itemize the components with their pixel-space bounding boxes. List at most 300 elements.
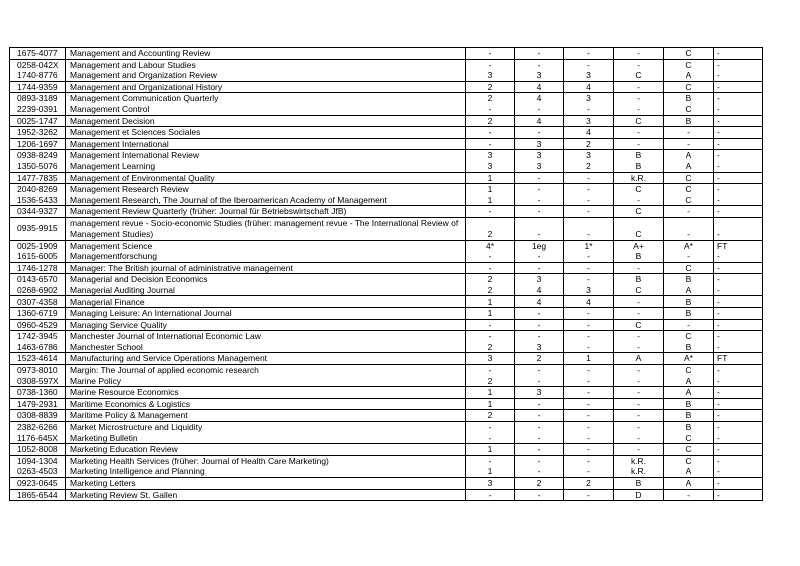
- rating-cell: 4: [515, 296, 564, 308]
- ft-indicator-cell: -: [714, 308, 763, 320]
- rating-cell: -: [515, 104, 564, 115]
- rating-cell: -: [614, 59, 664, 70]
- rating-cell: -: [614, 296, 664, 308]
- rating-cell: 4: [564, 296, 614, 308]
- journal-name-cell: Marine Policy: [66, 376, 466, 387]
- rating-cell: -: [614, 410, 664, 422]
- rating-cell: 3: [466, 70, 515, 81]
- journal-name-cell: Marketing Education Review: [66, 444, 466, 456]
- rating-cell: A: [664, 477, 714, 489]
- rating-cell: 1*: [564, 240, 614, 251]
- journal-name-cell: Management Control: [66, 104, 466, 115]
- rating-cell: -: [466, 455, 515, 466]
- issn-cell: 1523-4614: [10, 353, 66, 365]
- rating-cell: C: [614, 184, 664, 195]
- ft-indicator-cell: -: [714, 444, 763, 456]
- rating-cell: C: [614, 319, 664, 331]
- rating-cell: 2: [466, 93, 515, 104]
- journal-name-cell: Managerial Finance: [66, 296, 466, 308]
- rating-cell: 2: [466, 285, 515, 296]
- rating-cell: 2: [515, 353, 564, 365]
- rating-cell: 1: [466, 466, 515, 477]
- rating-cell: B: [614, 477, 664, 489]
- table-row: [10, 93, 763, 104]
- table-row: [10, 387, 763, 399]
- rating-cell: 2: [564, 477, 614, 489]
- rating-cell: 2: [466, 217, 515, 240]
- rating-cell: -: [614, 365, 664, 376]
- journal-name-cell: Manufacturing and Service Operations Management: [66, 353, 466, 365]
- table-row: [10, 376, 763, 387]
- rating-cell: 2: [466, 376, 515, 387]
- rating-cell: -: [466, 138, 515, 150]
- rating-cell: 2: [466, 342, 515, 353]
- journal-name-cell: Management Decision: [66, 115, 466, 127]
- rating-cell: -: [466, 489, 515, 501]
- rating-cell: -: [564, 444, 614, 456]
- rating-cell: -: [564, 104, 614, 115]
- rating-cell: C: [664, 444, 714, 456]
- rating-cell: 3: [564, 150, 614, 161]
- rating-cell: -: [564, 184, 614, 195]
- rating-cell: B: [614, 150, 664, 161]
- table-row: [10, 296, 763, 308]
- rating-cell: -: [564, 342, 614, 353]
- rating-cell: -: [664, 206, 714, 218]
- journal-name-cell: Marketing Health Services (früher: Journal of Health Care Marketing): [66, 455, 466, 466]
- rating-cell: -: [564, 365, 614, 376]
- rating-cell: A+: [614, 240, 664, 251]
- table-row: [10, 161, 763, 172]
- journal-name-cell: Marketing Bulletin: [66, 433, 466, 444]
- issn-cell: 2040-8269: [10, 184, 66, 195]
- rating-cell: 3: [466, 477, 515, 489]
- rating-cell: -: [564, 376, 614, 387]
- table-row: [10, 81, 763, 93]
- journal-name-cell: Marine Resource Economics: [66, 387, 466, 399]
- table-row: [10, 433, 763, 444]
- rating-cell: 3: [466, 353, 515, 365]
- journal-name-cell: Managing Leisure: An International Journal: [66, 308, 466, 320]
- rating-cell: 2: [466, 410, 515, 422]
- rating-cell: C: [664, 184, 714, 195]
- rating-cell: -: [466, 251, 515, 262]
- rating-cell: 2: [466, 115, 515, 127]
- rating-cell: B: [664, 398, 714, 410]
- journal-name-cell: Management Communication Quarterly: [66, 93, 466, 104]
- issn-cell: 1536-5433: [10, 195, 66, 206]
- rating-cell: -: [564, 398, 614, 410]
- issn-cell: 1615-6005: [10, 251, 66, 262]
- rating-cell: -: [614, 262, 664, 274]
- rating-cell: -: [466, 422, 515, 433]
- table-row: [10, 184, 763, 195]
- ft-indicator-cell: -: [714, 206, 763, 218]
- rating-cell: C: [664, 331, 714, 342]
- rating-cell: -: [564, 319, 614, 331]
- rating-cell: -: [564, 489, 614, 501]
- rating-cell: 1: [466, 398, 515, 410]
- ft-indicator-cell: -: [714, 172, 763, 184]
- table-body: [10, 48, 763, 501]
- ft-indicator-cell: -: [714, 489, 763, 501]
- issn-cell: 1206-1697: [10, 138, 66, 150]
- rating-cell: -: [664, 251, 714, 262]
- rating-cell: -: [564, 387, 614, 399]
- issn-cell: 1052-8008: [10, 444, 66, 456]
- journal-name-cell: Marketing Letters: [66, 477, 466, 489]
- rating-cell: 2: [466, 81, 515, 93]
- rating-cell: 1: [466, 387, 515, 399]
- rating-cell: -: [466, 127, 515, 139]
- table-row: [10, 466, 763, 477]
- issn-cell: 1477-7835: [10, 172, 66, 184]
- rating-cell: -: [614, 387, 664, 399]
- issn-cell: 0960-4529: [10, 319, 66, 331]
- rating-cell: -: [664, 489, 714, 501]
- rating-cell: -: [515, 466, 564, 477]
- journal-name-cell: Maritime Economics & Logistics: [66, 398, 466, 410]
- table-row: [10, 127, 763, 139]
- rating-cell: -: [614, 104, 664, 115]
- rating-cell: 1: [564, 353, 614, 365]
- rating-cell: -: [564, 59, 614, 70]
- rating-cell: A*: [664, 353, 714, 365]
- rating-cell: C: [664, 104, 714, 115]
- table-row: [10, 104, 763, 115]
- table-row: [10, 410, 763, 422]
- issn-cell: 0738-1360: [10, 387, 66, 399]
- rating-cell: C: [614, 285, 664, 296]
- journal-name-cell: Manager: The British journal of administrative management: [66, 262, 466, 274]
- rating-cell: -: [564, 455, 614, 466]
- journal-name-cell: Marketing Intelligence and Planning: [66, 466, 466, 477]
- rating-cell: 3: [564, 70, 614, 81]
- rating-cell: A: [664, 70, 714, 81]
- issn-cell: 2382-6266: [10, 422, 66, 433]
- ft-indicator-cell: -: [714, 422, 763, 433]
- rating-cell: C: [664, 262, 714, 274]
- rating-cell: 3: [466, 161, 515, 172]
- rating-cell: k.R.: [614, 466, 664, 477]
- ft-indicator-cell: -: [714, 319, 763, 331]
- rating-cell: -: [614, 48, 664, 60]
- rating-cell: -: [515, 410, 564, 422]
- ft-indicator-cell: -: [714, 455, 763, 466]
- rating-cell: 4: [564, 81, 614, 93]
- ft-indicator-cell: -: [714, 331, 763, 342]
- rating-cell: C: [664, 455, 714, 466]
- journal-name-cell: Management Review Quarterly (früher: Journal für Betriebswirtschaft JfB): [66, 206, 466, 218]
- issn-cell: 0935-9915: [10, 217, 66, 240]
- ft-indicator-cell: -: [714, 70, 763, 81]
- rating-cell: 2: [466, 274, 515, 285]
- journal-name-cell: Management et Sciences Sociales: [66, 127, 466, 139]
- table-row: [10, 251, 763, 262]
- table-row: [10, 240, 763, 251]
- rating-cell: 1eg: [515, 240, 564, 251]
- rating-cell: -: [515, 376, 564, 387]
- rating-cell: 1: [466, 195, 515, 206]
- issn-cell: 0938-8249: [10, 150, 66, 161]
- journal-name-cell: Marketing Review St. Gallen: [66, 489, 466, 501]
- rating-cell: -: [614, 195, 664, 206]
- table-row: [10, 365, 763, 376]
- rating-cell: C: [664, 195, 714, 206]
- rating-cell: C: [664, 172, 714, 184]
- table-row: [10, 455, 763, 466]
- table-row: [10, 217, 763, 240]
- rating-cell: -: [466, 104, 515, 115]
- journal-name-cell: Management Science: [66, 240, 466, 251]
- table-row: [10, 138, 763, 150]
- rating-cell: A: [664, 161, 714, 172]
- rating-cell: 4: [564, 127, 614, 139]
- table-row: [10, 489, 763, 501]
- rating-cell: A*: [664, 240, 714, 251]
- rating-cell: -: [564, 262, 614, 274]
- rating-cell: A: [664, 466, 714, 477]
- rating-cell: B: [664, 308, 714, 320]
- rating-cell: -: [564, 331, 614, 342]
- rating-cell: B: [664, 115, 714, 127]
- rating-cell: -: [515, 184, 564, 195]
- ft-indicator-cell: -: [714, 217, 763, 240]
- rating-cell: -: [466, 59, 515, 70]
- issn-cell: 0025-1909: [10, 240, 66, 251]
- rating-cell: C: [614, 217, 664, 240]
- rating-cell: 4: [515, 285, 564, 296]
- journal-name-cell: Management and Organizational History: [66, 81, 466, 93]
- issn-cell: 1865-6544: [10, 489, 66, 501]
- journal-name-cell: Margin: The Journal of applied economic research: [66, 365, 466, 376]
- ft-indicator-cell: -: [714, 104, 763, 115]
- rating-cell: 3: [515, 387, 564, 399]
- rating-cell: B: [664, 274, 714, 285]
- rating-cell: 1: [466, 444, 515, 456]
- rating-cell: -: [515, 172, 564, 184]
- journal-name-cell: Managerial Auditing Journal: [66, 285, 466, 296]
- rating-cell: C: [664, 59, 714, 70]
- journal-name-cell: Management Learning: [66, 161, 466, 172]
- rating-cell: -: [614, 93, 664, 104]
- journal-name-cell: Maritime Policy & Management: [66, 410, 466, 422]
- ft-indicator-cell: -: [714, 161, 763, 172]
- issn-cell: 0308-8839: [10, 410, 66, 422]
- rating-cell: C: [664, 48, 714, 60]
- rating-cell: 1: [466, 172, 515, 184]
- rating-cell: -: [466, 365, 515, 376]
- ft-indicator-cell: -: [714, 195, 763, 206]
- rating-cell: -: [515, 206, 564, 218]
- rating-cell: 3: [564, 93, 614, 104]
- rating-cell: A: [664, 285, 714, 296]
- ft-indicator-cell: -: [714, 81, 763, 93]
- rating-cell: -: [614, 398, 664, 410]
- rating-cell: -: [614, 444, 664, 456]
- rating-cell: -: [564, 466, 614, 477]
- issn-cell: 0263-4503: [10, 466, 66, 477]
- rating-cell: -: [515, 422, 564, 433]
- rating-cell: -: [614, 127, 664, 139]
- table-row: [10, 319, 763, 331]
- rating-cell: -: [466, 48, 515, 60]
- rating-cell: -: [564, 206, 614, 218]
- ft-indicator-cell: -: [714, 433, 763, 444]
- issn-cell: 1479-2931: [10, 398, 66, 410]
- ft-indicator-cell: -: [714, 410, 763, 422]
- rating-cell: -: [664, 127, 714, 139]
- rating-cell: B: [664, 342, 714, 353]
- rating-cell: -: [664, 217, 714, 240]
- rating-cell: 3: [466, 150, 515, 161]
- rating-cell: -: [614, 422, 664, 433]
- table-row: [10, 172, 763, 184]
- rating-cell: 1: [466, 184, 515, 195]
- table-row: [10, 59, 763, 70]
- issn-cell: 1094-1304: [10, 455, 66, 466]
- rating-cell: -: [466, 206, 515, 218]
- issn-cell: 1350-5076: [10, 161, 66, 172]
- rating-cell: B: [664, 422, 714, 433]
- rating-cell: 3: [564, 285, 614, 296]
- table-row: [10, 206, 763, 218]
- issn-cell: 1360-6719: [10, 308, 66, 320]
- rating-cell: -: [515, 127, 564, 139]
- journal-name-cell: Management Research Review: [66, 184, 466, 195]
- table-row: [10, 285, 763, 296]
- rating-cell: -: [564, 172, 614, 184]
- rating-cell: -: [614, 433, 664, 444]
- ft-indicator-cell: -: [714, 138, 763, 150]
- journal-ranking-table: [9, 47, 763, 501]
- rating-cell: 3: [515, 342, 564, 353]
- table-row: [10, 274, 763, 285]
- ft-indicator-cell: -: [714, 93, 763, 104]
- rating-cell: -: [515, 433, 564, 444]
- rating-cell: -: [515, 319, 564, 331]
- rating-cell: -: [564, 48, 614, 60]
- issn-cell: 1742-3945: [10, 331, 66, 342]
- rating-cell: -: [614, 308, 664, 320]
- rating-cell: -: [564, 422, 614, 433]
- rating-cell: -: [515, 331, 564, 342]
- rating-cell: A: [664, 387, 714, 399]
- rating-cell: k.R.: [614, 455, 664, 466]
- ft-indicator-cell: -: [714, 387, 763, 399]
- rating-cell: -: [614, 342, 664, 353]
- rating-cell: -: [664, 138, 714, 150]
- table-row: [10, 115, 763, 127]
- issn-cell: 2239-0391: [10, 104, 66, 115]
- rating-cell: 3: [515, 274, 564, 285]
- rating-cell: 4: [515, 115, 564, 127]
- rating-cell: -: [614, 138, 664, 150]
- rating-cell: k.R.: [614, 172, 664, 184]
- ft-indicator-cell: FT: [714, 353, 763, 365]
- rating-cell: 3: [515, 138, 564, 150]
- rating-cell: C: [664, 433, 714, 444]
- ft-indicator-cell: -: [714, 48, 763, 60]
- journal-name-cell: Management International Review: [66, 150, 466, 161]
- journal-name-cell: Management International: [66, 138, 466, 150]
- rating-cell: B: [614, 251, 664, 262]
- rating-cell: -: [564, 251, 614, 262]
- rating-cell: 4: [515, 81, 564, 93]
- ft-indicator-cell: -: [714, 398, 763, 410]
- rating-cell: 3: [564, 115, 614, 127]
- rating-cell: -: [614, 331, 664, 342]
- issn-cell: 1952-3262: [10, 127, 66, 139]
- rating-cell: -: [466, 262, 515, 274]
- rating-cell: -: [515, 251, 564, 262]
- journal-name-cell: Management and Organization Review: [66, 70, 466, 81]
- ft-indicator-cell: -: [714, 285, 763, 296]
- rating-cell: 3: [515, 70, 564, 81]
- table-row: [10, 398, 763, 410]
- journal-name-cell: Management and Accounting Review: [66, 48, 466, 60]
- rating-cell: -: [564, 433, 614, 444]
- rating-cell: B: [614, 161, 664, 172]
- rating-cell: -: [614, 81, 664, 93]
- rating-cell: 2: [515, 477, 564, 489]
- ft-indicator-cell: -: [714, 251, 763, 262]
- journal-name-cell: Manchester School: [66, 342, 466, 353]
- journal-name-cell: Market Microstructure and Liquidity: [66, 422, 466, 433]
- issn-cell: 1746-1278: [10, 262, 66, 274]
- ft-indicator-cell: -: [714, 184, 763, 195]
- rating-cell: A: [664, 150, 714, 161]
- rating-cell: A: [664, 376, 714, 387]
- ft-indicator-cell: -: [714, 127, 763, 139]
- rating-cell: -: [515, 48, 564, 60]
- rating-cell: 4*: [466, 240, 515, 251]
- issn-cell: 0307-4358: [10, 296, 66, 308]
- table-row: [10, 353, 763, 365]
- rating-cell: -: [515, 308, 564, 320]
- rating-cell: C: [614, 206, 664, 218]
- rating-cell: B: [664, 410, 714, 422]
- rating-cell: -: [564, 195, 614, 206]
- ft-indicator-cell: -: [714, 296, 763, 308]
- rating-cell: 2: [564, 138, 614, 150]
- issn-cell: 1744-9359: [10, 81, 66, 93]
- journal-name-cell: Managerial and Decision Economics: [66, 274, 466, 285]
- table-row: [10, 48, 763, 60]
- issn-cell: 0923-0645: [10, 477, 66, 489]
- table-row: [10, 262, 763, 274]
- table-row: [10, 422, 763, 433]
- ft-indicator-cell: -: [714, 59, 763, 70]
- rating-cell: C: [664, 365, 714, 376]
- ft-indicator-cell: -: [714, 150, 763, 161]
- rating-cell: -: [564, 274, 614, 285]
- ft-indicator-cell: -: [714, 365, 763, 376]
- rating-cell: -: [664, 319, 714, 331]
- ft-indicator-cell: -: [714, 342, 763, 353]
- ft-indicator-cell: FT: [714, 240, 763, 251]
- ft-indicator-cell: -: [714, 115, 763, 127]
- journal-name-cell: management revue - Socio-economic Studies (früher: management revue - The International Review of Management Studies): [66, 217, 466, 240]
- rating-cell: C: [664, 81, 714, 93]
- rating-cell: -: [614, 376, 664, 387]
- ft-indicator-cell: -: [714, 376, 763, 387]
- rating-cell: -: [515, 489, 564, 501]
- rating-cell: A: [614, 353, 664, 365]
- rating-cell: B: [664, 296, 714, 308]
- rating-cell: 3: [515, 161, 564, 172]
- journal-name-cell: Managementforschung: [66, 251, 466, 262]
